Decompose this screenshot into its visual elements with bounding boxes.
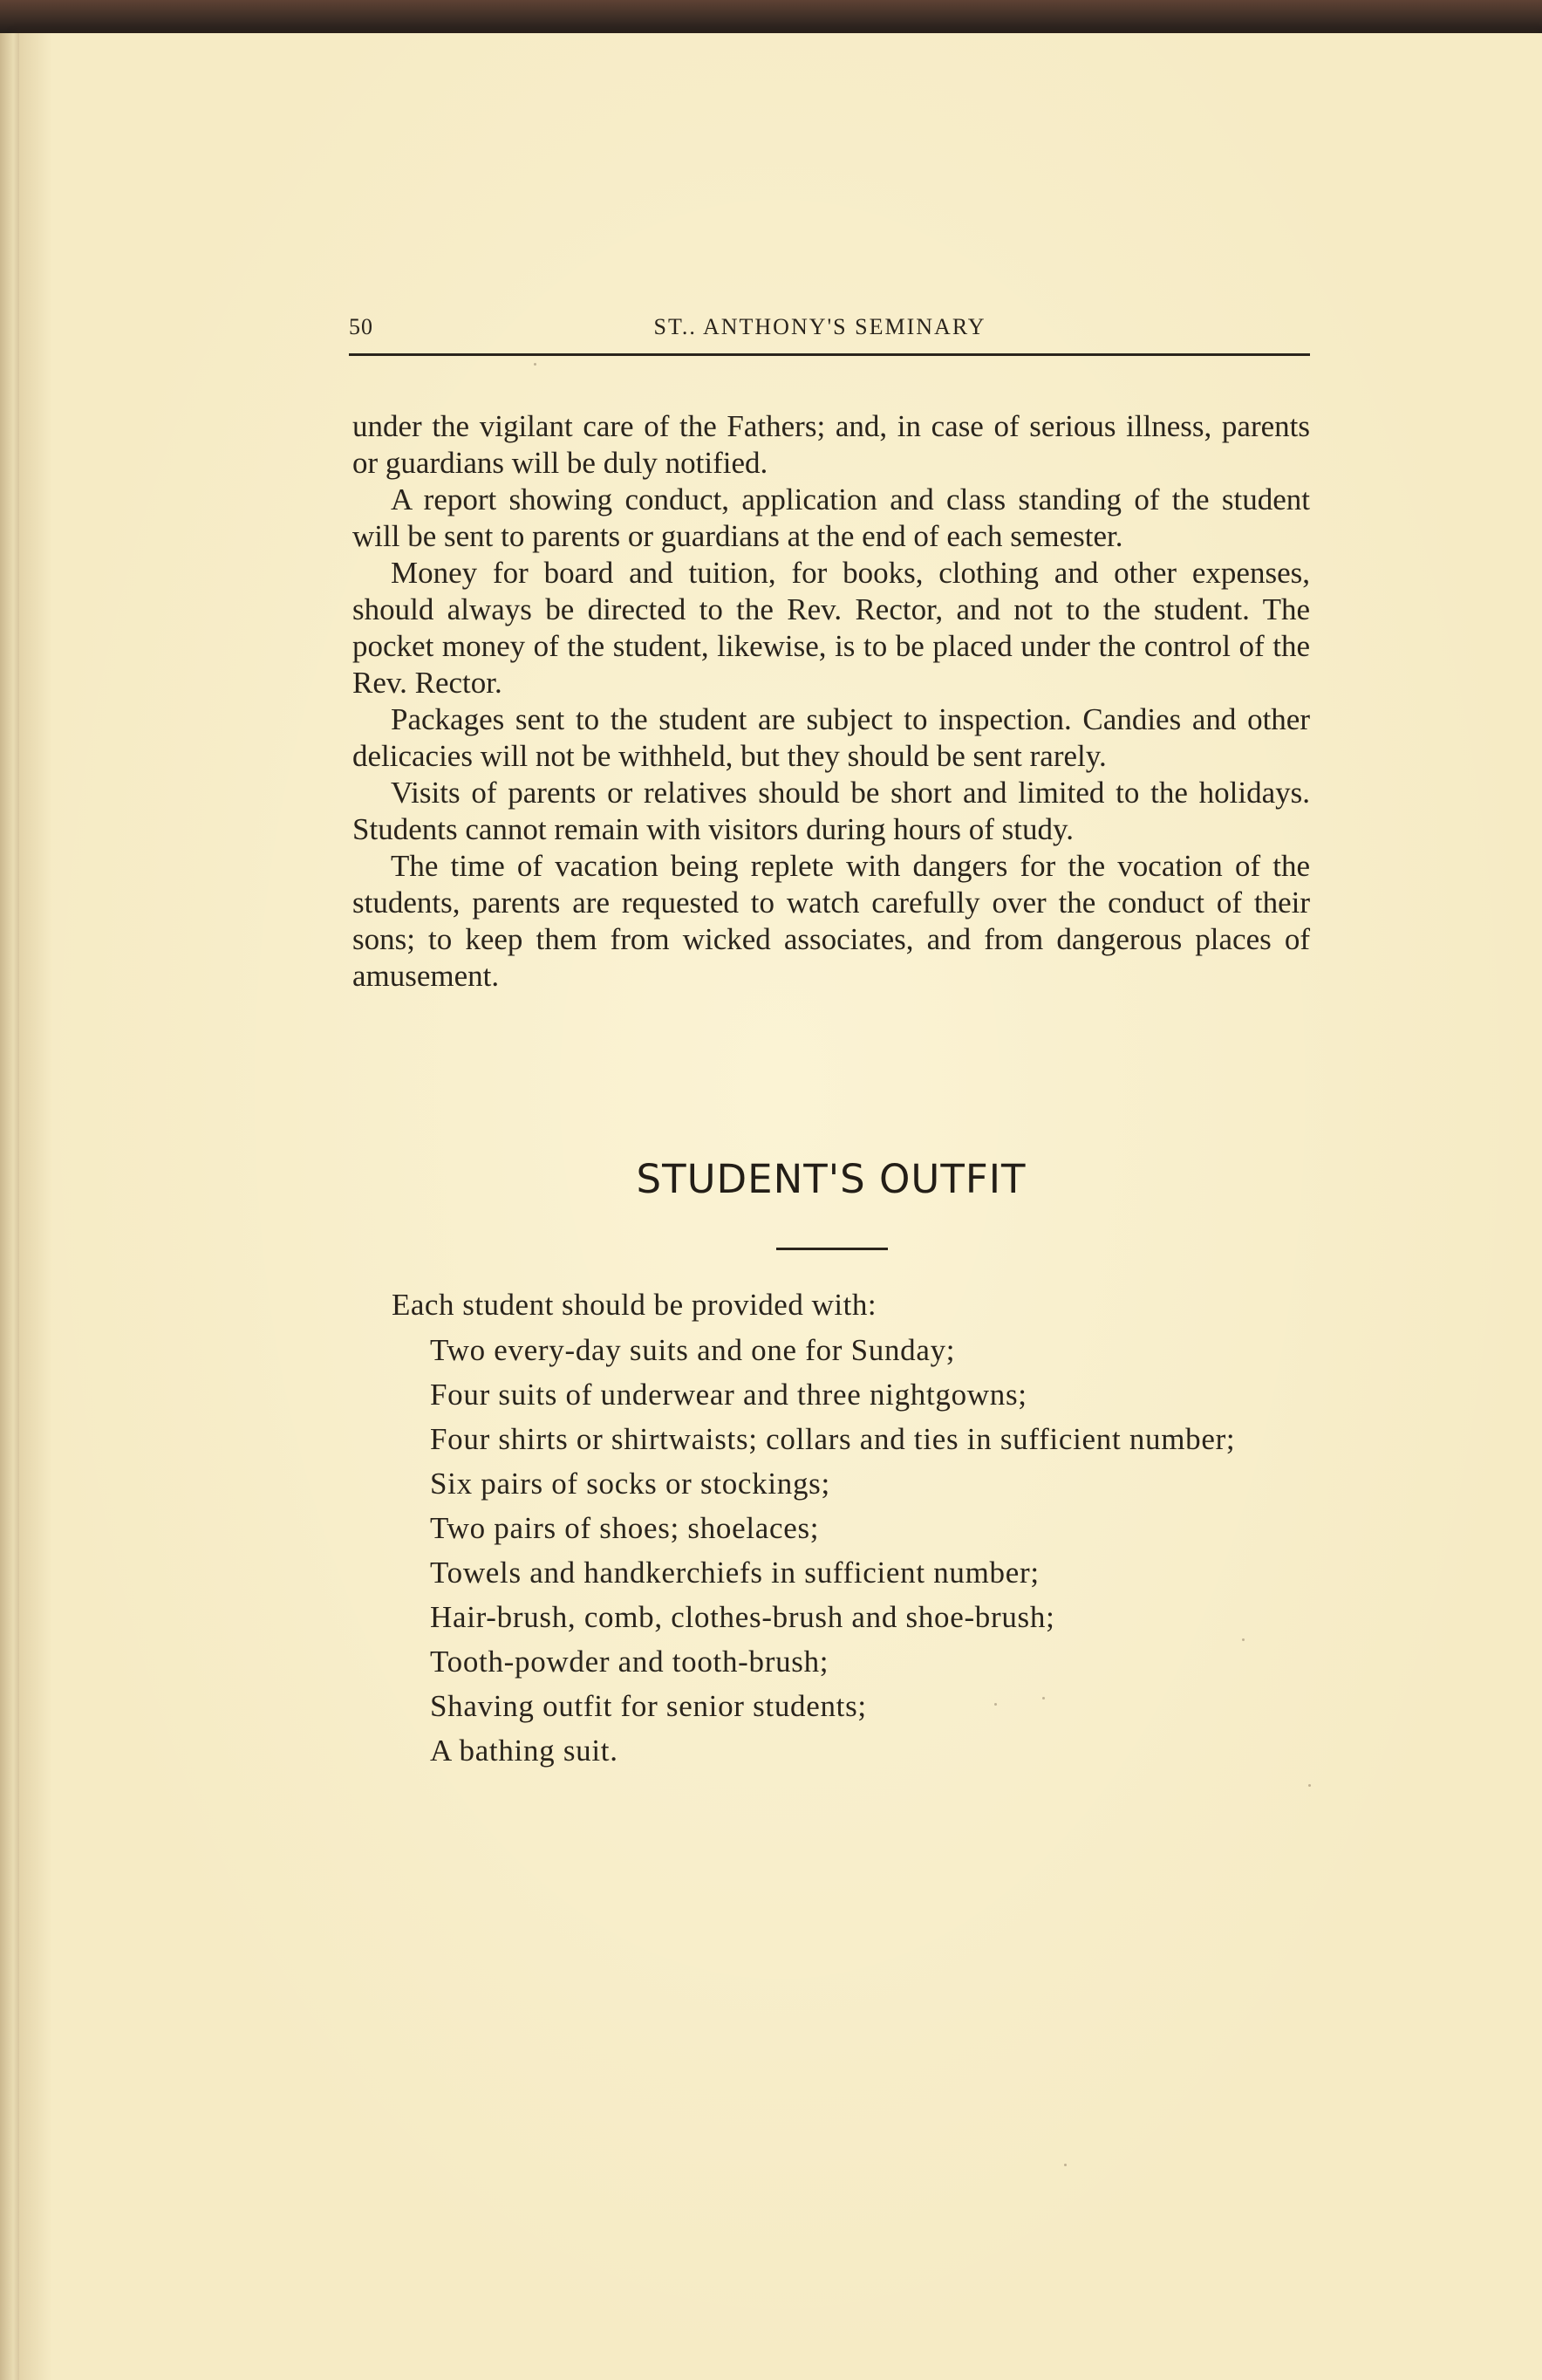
paper-speck xyxy=(1064,2164,1067,2166)
paper-speck xyxy=(1042,1697,1045,1700)
page-left-edge xyxy=(0,33,19,2380)
outfit-intro: Each student should be provided with: xyxy=(392,1288,877,1322)
list-item: Four shirts or shirtwaists; collars and ties in sufficient number; xyxy=(430,1422,1236,1456)
list-item: Four suits of underwear and three nightgowns; xyxy=(430,1378,1027,1412)
paper-speck xyxy=(1242,1638,1245,1641)
paragraph: Money for board and tuition, for books, clothing and other expenses, should always be directed to the Rev. Rector, and not to the student. The pocket money of the student, likewise, is to be placed under the control of the Rev. Rector. xyxy=(352,556,1310,700)
paragraph: under the vigilant care of the Fathers; and, in case of serious illness, parents or guardians will be duly notified. xyxy=(352,409,1310,480)
running-header xyxy=(332,309,1307,347)
paragraph: Visits of parents or relatives should be short and limited to the holidays. Students cannot remain with visitors during hours of study. xyxy=(352,776,1310,846)
list-item: Six pairs of socks or stockings; xyxy=(430,1467,830,1501)
list-item: A bathing suit. xyxy=(430,1734,618,1768)
title-rule xyxy=(776,1248,888,1250)
paragraph: Packages sent to the student are subject to inspection. Candies and other delicacies will not be withheld, but they should be sent rarely. xyxy=(352,702,1310,773)
page-number: 50 xyxy=(349,314,373,339)
paper-page xyxy=(17,33,1542,2380)
paper-speck xyxy=(994,1703,997,1706)
body-text xyxy=(352,408,1310,995)
paragraph: The time of vacation being replete with dangers for the vocation of the students, parents are requested to watch carefully over the conduct of their sons; to keep them from wicked associates, and from dangerous places of amusement. xyxy=(352,849,1310,993)
paper-speck xyxy=(1308,1784,1311,1787)
list-item: Hair-brush, comb, clothes-brush and shoe-brush; xyxy=(430,1600,1055,1634)
header-rule xyxy=(349,353,1310,356)
paper-speck xyxy=(534,363,536,366)
paragraph: A report showing conduct, application and class standing of the student will be sent to parents or guardians at the end of each semester. xyxy=(352,482,1310,553)
section-title: STUDENT'S OUTFIT xyxy=(636,1156,1027,1202)
list-item: Two every-day suits and one for Sunday; xyxy=(430,1333,956,1367)
outfit-list xyxy=(430,1331,1315,1776)
list-item: Tooth-powder and tooth-brush; xyxy=(430,1645,829,1679)
running-title: ST.. ANTHONY'S SEMINARY xyxy=(653,314,986,339)
list-item: Shaving outfit for senior students; xyxy=(430,1689,867,1723)
list-item: Towels and handkerchiefs in sufficient number; xyxy=(430,1556,1040,1590)
list-item: Two pairs of shoes; shoelaces; xyxy=(430,1511,820,1545)
